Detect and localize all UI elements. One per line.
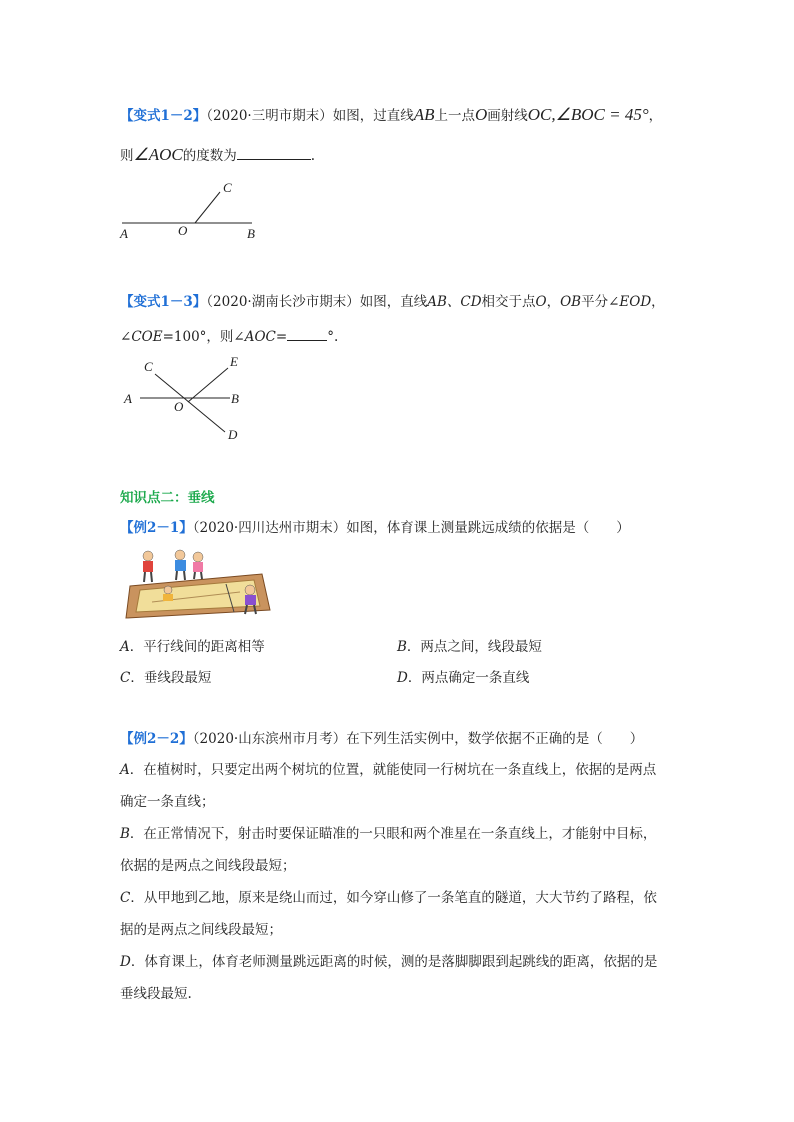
q2-label-b: B bbox=[231, 391, 239, 406]
q3-text: 如图，体育课上测量跳远成绩的依据是（ ） bbox=[346, 520, 630, 536]
q3-option-d-text: ．两点确定一条直线 bbox=[407, 670, 530, 686]
q4-option-d-line1: ．体育课上，体育老师测量跳远距离的时候，测的是落脚脚跟到起跳线的距离，依据的是 bbox=[130, 954, 658, 970]
q2-source: （2020·湖南长沙市期末） bbox=[206, 294, 360, 310]
q2-text-a: 如图，直线 bbox=[359, 294, 428, 310]
q1-label-o: O bbox=[178, 223, 188, 238]
q4-option-b-cont: 依据的是两点之间线段最短； bbox=[120, 858, 296, 874]
q1-line2-a: 则 bbox=[120, 148, 134, 164]
q3-option-c-text: ．垂线段最短 bbox=[130, 670, 212, 686]
q1-text-c: 画射线 bbox=[487, 108, 528, 124]
q3-option-c[interactable] bbox=[120, 666, 211, 686]
q1-text-a: 如图，过直线 bbox=[332, 108, 414, 124]
q1-tag: 【变式1－2】 bbox=[120, 108, 207, 124]
q4-option-c[interactable] bbox=[120, 886, 657, 906]
q2-line2 bbox=[120, 325, 338, 345]
q3-option-c-letter: C bbox=[120, 670, 131, 686]
q2-figure bbox=[112, 350, 252, 446]
q2-line2-end: °. bbox=[327, 329, 339, 345]
q2-answer-blank[interactable] bbox=[287, 326, 327, 341]
q2-aoc: AOC bbox=[244, 329, 276, 345]
q2-coe: COE bbox=[131, 329, 163, 345]
section-title: 知识点二：垂线 bbox=[120, 490, 215, 506]
q1-line2 bbox=[120, 144, 315, 165]
q4-line1 bbox=[120, 727, 643, 747]
q4-tag: 【例2－2】 bbox=[120, 731, 193, 747]
q3-option-b-text: ．两点之间，线段最短 bbox=[406, 639, 542, 655]
q1-answer-blank[interactable] bbox=[237, 145, 311, 160]
q3-long-jump-illustration bbox=[122, 546, 272, 622]
q4-option-c-line1: ．从甲地到乙地，原来是绕山而过，如今穿山修了一条笔直的隧道，大大节约了路程，依 bbox=[130, 890, 657, 906]
q4-option-a[interactable] bbox=[120, 758, 656, 778]
q4-option-d[interactable] bbox=[120, 950, 657, 970]
q2-line1 bbox=[120, 290, 665, 310]
q1-source: （2020·三明市期末） bbox=[206, 108, 333, 124]
q2-ray-oe bbox=[188, 368, 228, 402]
q1-figure bbox=[112, 178, 272, 244]
q4-option-c-cont: 据的是两点之间线段最短； bbox=[120, 922, 282, 938]
q1-line2-end: . bbox=[310, 148, 316, 164]
q4-option-a-line1: ．在植树时，只要定出两个树坑的位置，就能使同一行树坑在一条直线上，依据的是两点 bbox=[129, 762, 657, 778]
q2-label-c: C bbox=[144, 359, 153, 374]
q1-text-d: ， bbox=[648, 108, 663, 124]
q4-option-d-cont: 垂线段最短. bbox=[120, 986, 192, 1002]
q1-label-c: C bbox=[223, 180, 232, 195]
q2-eod: EOD bbox=[619, 294, 652, 310]
q2-label-e: E bbox=[230, 354, 238, 369]
q1-ray-oc bbox=[195, 192, 220, 223]
q4-option-a-cont: 确定一条直线； bbox=[120, 794, 215, 810]
q1-o: O bbox=[474, 105, 488, 124]
q2-text-d: 平分∠ bbox=[581, 294, 620, 310]
q4-option-a-letter: A bbox=[120, 762, 130, 778]
q2-o: O bbox=[535, 294, 547, 310]
q4-option-b-line1: ．在正常情况下，射击时要保证瞄准的一只眼和两个准星在一条直线上，才能射中目标， bbox=[129, 826, 657, 842]
q1-label-b: B bbox=[247, 226, 255, 241]
q4-option-b-letter: B bbox=[120, 826, 130, 842]
q3-option-d-letter: D bbox=[397, 670, 408, 686]
q2-tag: 【变式1－3】 bbox=[120, 294, 207, 310]
q4-option-d-letter: D bbox=[120, 954, 131, 970]
q3-option-b-letter: B bbox=[397, 639, 407, 655]
q1-aoc: ∠AOC bbox=[133, 145, 183, 164]
q3-source: （2020·四川达州市期末） bbox=[192, 520, 347, 536]
q2-line2-c: = bbox=[275, 329, 288, 345]
q4-text: 在下列生活实例中，数学依据不正确的是（ ） bbox=[346, 731, 644, 747]
q2-line-cd bbox=[155, 374, 225, 432]
q1-oc-expr: OC,∠BOC = 45° bbox=[527, 105, 649, 124]
q3-line1 bbox=[120, 516, 630, 536]
q2-line2-a: ∠ bbox=[120, 329, 132, 345]
q2-line2-b: =100°，则∠ bbox=[162, 329, 245, 345]
q2-label-a: A bbox=[124, 391, 132, 406]
q4-option-c-letter: C bbox=[120, 890, 131, 906]
q1-text-b: 上一点 bbox=[434, 108, 475, 124]
q3-option-d[interactable] bbox=[397, 666, 529, 686]
q3-option-a[interactable] bbox=[120, 635, 265, 655]
q4-option-b[interactable] bbox=[120, 822, 656, 842]
q3-tag: 【例2－1】 bbox=[120, 520, 193, 536]
q2-label-o: O bbox=[174, 399, 184, 414]
q1-ab: AB bbox=[413, 105, 435, 124]
q2-text-e: ， bbox=[651, 294, 665, 310]
q3-option-b[interactable] bbox=[397, 635, 542, 655]
q3-option-a-text: ．平行线间的距离相等 bbox=[129, 639, 265, 655]
q2-text-b: 相交于点 bbox=[481, 294, 536, 310]
q1-line1 bbox=[120, 104, 662, 125]
q1-label-a: A bbox=[120, 226, 128, 241]
q4-source: （2020·山东滨州市月考） bbox=[192, 731, 347, 747]
q1-line2-b: 的度数为 bbox=[182, 148, 237, 164]
q3-option-a-letter: A bbox=[120, 639, 130, 655]
q2-text-c: ， bbox=[546, 294, 561, 310]
q2-ab-cd: AB、CD bbox=[427, 294, 482, 310]
q2-ob: OB bbox=[560, 294, 582, 310]
q2-label-d: D bbox=[228, 427, 238, 442]
